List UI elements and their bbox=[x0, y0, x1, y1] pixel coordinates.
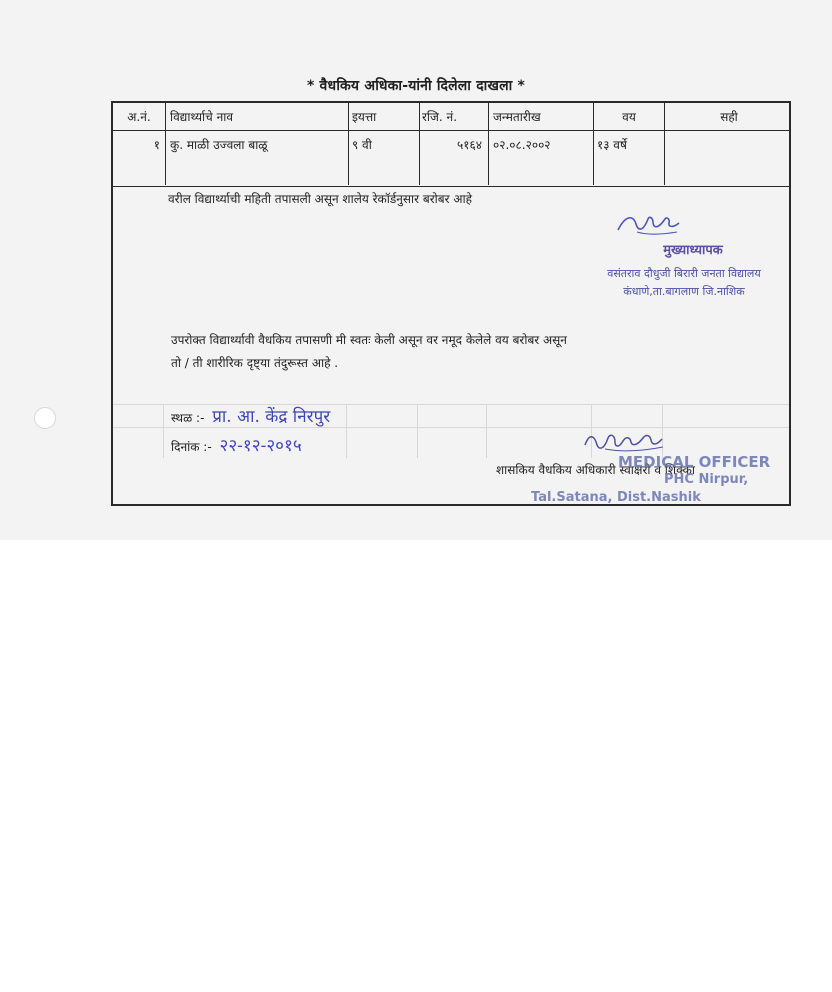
date-value: २२-१२-२०१५ bbox=[219, 436, 302, 456]
column-divider bbox=[664, 103, 665, 185]
column-divider bbox=[348, 103, 349, 185]
place-value: प्रा. आ. केंद्र निरपुर bbox=[212, 407, 331, 427]
headmaster-signature-icon bbox=[615, 211, 681, 239]
date-label: दिनांक :- bbox=[171, 440, 212, 454]
school-verification-statement: वरील विद्यार्थ्याची महिती तपासली असून शालेय रेकॉर्डनुसार बरोबर आहे bbox=[168, 192, 472, 206]
birth-date-value: ०२.०८.२००२ bbox=[493, 138, 551, 152]
medical-officer-label: शासकिय वैधकिय अधिकारी स्वाक्षरी व शिक्का bbox=[496, 463, 695, 477]
header-standard: इयत्ता bbox=[352, 110, 377, 124]
column-divider bbox=[593, 103, 594, 185]
certificate-form bbox=[111, 101, 791, 506]
date-row bbox=[171, 433, 302, 456]
column-divider bbox=[419, 103, 420, 185]
headmaster-sign-block bbox=[603, 211, 783, 306]
medical-officer-stamp-phc: PHC Nirpur, bbox=[664, 472, 749, 487]
place-row bbox=[171, 404, 330, 427]
header-signature: सही bbox=[720, 110, 738, 124]
medical-officer-block bbox=[496, 428, 796, 508]
place-label: स्थळ :- bbox=[171, 411, 205, 425]
medical-statement-line-1: उपरोक्त विद्यार्थ्यावी वैधकिय तपासणी मी स्वतः केली असून वर नमूद केलेले वय बरोबर असून bbox=[171, 333, 567, 347]
medical-officer-stamp-address: Tal.Satana, Dist.Nashik bbox=[531, 490, 701, 505]
certificate-title: * वैधकिय अधिका-यांनी दिलेला दाखला * bbox=[306, 78, 526, 94]
column-divider bbox=[165, 103, 166, 185]
serial-value: १ bbox=[153, 138, 160, 152]
standard-value: ९ वी bbox=[352, 138, 372, 152]
medical-statement-line-2: तो / ती शारीरिक दृष्ट्या तंदुरूस्त आहे . bbox=[171, 356, 339, 370]
medical-officer-stamp-title: MEDICAL OFFICER bbox=[618, 453, 771, 471]
header-age: वय bbox=[622, 110, 636, 124]
header-register-number: रजि. नं. bbox=[422, 110, 458, 124]
student-name-value: कु. माळी उज्वला बाळू bbox=[170, 138, 268, 152]
register-number-value: ५१६४ bbox=[457, 138, 482, 152]
header-serial: अ.नं. bbox=[127, 110, 151, 124]
school-name-stamp: वसंतराव दौधुजी बिरारी जनता विद्यालय bbox=[607, 267, 761, 280]
officer-signature-icon bbox=[581, 428, 666, 454]
header-student-name: विद्यार्थ्याचे नाव bbox=[170, 110, 234, 124]
school-address-stamp: कंधाणे,ता.बागलाण जि.नाशिक bbox=[623, 285, 745, 298]
header-birth-date: जन्मतारीख bbox=[493, 110, 541, 124]
punch-hole bbox=[34, 407, 56, 429]
age-value: १३ वर्षे bbox=[597, 138, 627, 152]
column-divider bbox=[488, 103, 489, 185]
headmaster-title: मुख्याध्यापक bbox=[663, 243, 723, 258]
